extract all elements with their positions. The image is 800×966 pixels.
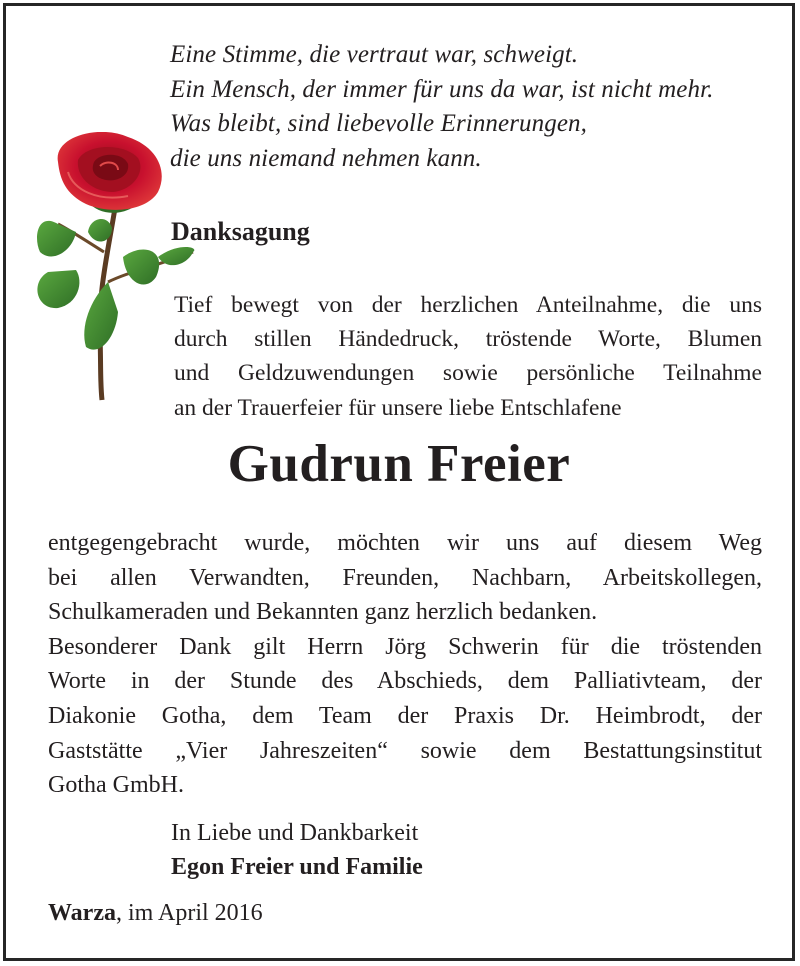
body-line: Gaststätte „Vier Jahreszeiten“ sowie dem Bestattungsinstitut bbox=[48, 737, 762, 764]
intro-line: Tief bewegt von der herzlichen Anteilnahme, die uns bbox=[174, 292, 762, 318]
intro-line: an der Trauerfeier für unsere liebe Entschlafene bbox=[174, 394, 622, 421]
body-line: Diakonie Gotha, dem Team der Praxis Dr. Heimbrodt, der bbox=[48, 702, 762, 729]
body-line: entgegengebracht wurde, möchten wir uns auf diesem Weg bbox=[48, 530, 762, 556]
heading: Danksagung bbox=[171, 217, 310, 246]
body-paragraph bbox=[48, 526, 762, 803]
poem bbox=[170, 38, 770, 176]
body-line: bei allen Verwandten, Freunden, Nachbarn, Arbeitskollegen, bbox=[48, 564, 762, 591]
intro-line: durch stillen Händedruck, tröstende Worte, Blumen bbox=[174, 326, 762, 353]
poem-line: Ein Mensch, der immer für uns da war, ist nicht mehr. bbox=[170, 75, 714, 103]
signature: Egon Freier und Familie bbox=[171, 854, 423, 880]
poem-line: die uns niemand nehmen kann. bbox=[170, 144, 482, 172]
poem-line: Was bleibt, sind liebevolle Erinnerungen, bbox=[170, 110, 588, 137]
deceased-name: Gudrun Freier bbox=[227, 435, 571, 493]
date: , im April 2016 bbox=[115, 900, 263, 926]
intro-paragraph bbox=[174, 288, 762, 425]
obituary-notice bbox=[3, 3, 795, 961]
intro-line: und Geldzuwendungen sowie persönliche Teilnahme bbox=[174, 360, 762, 387]
body-line: Gotha GmbH. bbox=[48, 772, 184, 799]
body-line: Worte in der Stunde des Abschieds, dem Palliativteam, der bbox=[48, 668, 762, 695]
body-line: Besonderer Dank gilt Herrn Jörg Schwerin für die tröstenden bbox=[48, 633, 762, 660]
body-line: Schulkameraden und Bekannten ganz herzlich bedanken. bbox=[48, 599, 598, 626]
closing-line: In Liebe und Dankbarkeit bbox=[171, 820, 419, 846]
poem-line: Eine Stimme, die vertraut war, schweigt. bbox=[170, 41, 579, 68]
town: Warza bbox=[48, 900, 116, 926]
place-date bbox=[48, 900, 263, 927]
